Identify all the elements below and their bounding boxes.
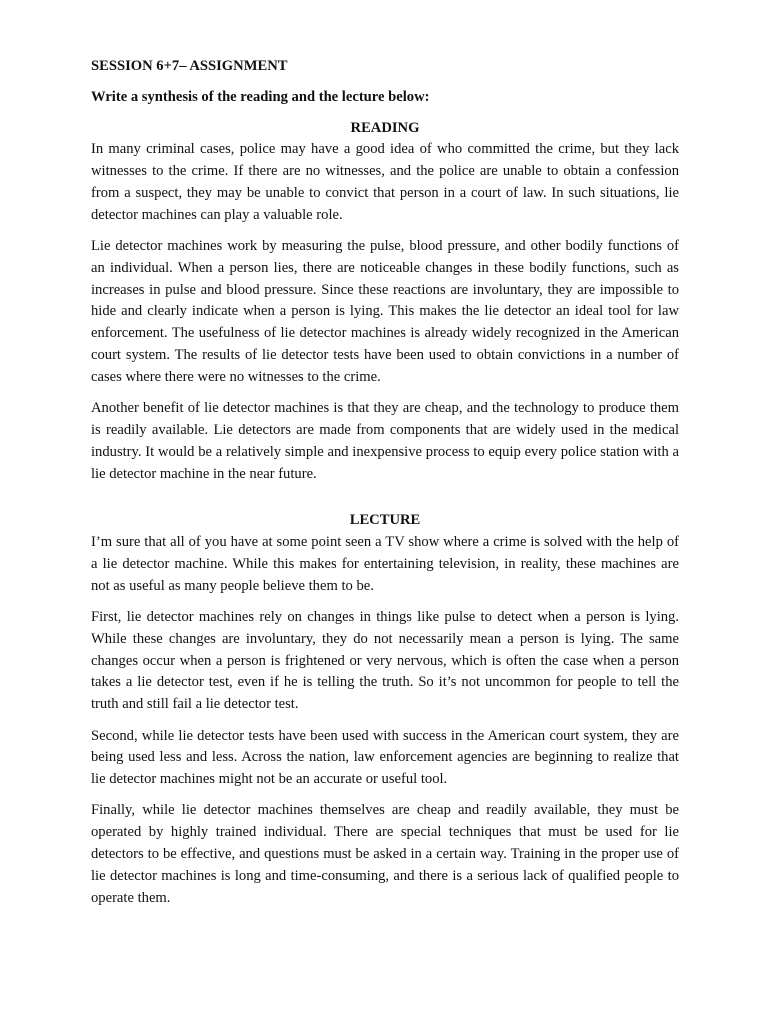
reading-paragraph-3: Another benefit of lie detector machines is that they are cheap, and the technology to produce them is readily available. Lie detectors are made from components that are widely used in the medical industry. It would be a relatively simple and inexpensive process to equip every police station with a lie detector machine in the near future. bbox=[91, 400, 679, 482]
document-page bbox=[91, 56, 679, 919]
assignment-header: SESSION 6+7– ASSIGNMENT bbox=[91, 58, 288, 74]
reading-paragraph-2: Lie detector machines work by measuring the pulse, blood pressure, and other bodily functions of an individual. When a person lies, there are noticeable changes in these bodily functions, such as increases in pulse and blood pressure. Since these reactions are involuntary, they are impossible to hide and clearly indicate when a person is lying. This makes the lie detector an ideal tool for law enforcement. The usefulness of lie detector machines is already widely recognized in the American court system. The results of lie detector tests have been used to obtain convictions in a number of cases where there were no witnesses to the crime. bbox=[91, 238, 679, 385]
lecture-title: LECTURE bbox=[349, 512, 421, 529]
lecture-paragraph-1: I’m sure that all of you have at some point seen a TV show where a crime is solved with the help of a lie detector machine. While this makes for entertaining television, in reality, these machines are not as useful as many people believe them to be. bbox=[91, 534, 679, 594]
reading-paragraph-1: In many criminal cases, police may have a good idea of who committed the crime, but they lack witnesses to the crime. If there are no witnesses, and the police are unable to obtain a confession from a suspect, they may be unable to convict that person in a court of law. In such situations, lie detector machines can play a valuable role. bbox=[91, 141, 679, 223]
lecture-paragraph-2: First, lie detector machines rely on changes in things like pulse to detect when a person is lying. While these changes are involuntary, they do not necessarily mean a person is lying. The same changes occur when a person is frightened or very nervous, which is often the case when a person takes a lie detector test, even if he is telling the truth. So it’s not uncommon for people to tell the truth and still fail a lie detector test. bbox=[91, 609, 679, 713]
assignment-instruction: Write a synthesis of the reading and the lecture below: bbox=[91, 88, 430, 105]
reading-title: READING bbox=[350, 119, 420, 136]
lecture-paragraph-3: Second, while lie detector tests have been used with success in the American court system, they are being used less and less. Across the nation, law enforcement agencies are beginning to realize that lie detector machines might not be an accurate or useful tool. bbox=[91, 727, 679, 788]
lecture-paragraph-4: Finally, while lie detector machines themselves are cheap and readily available, they must be operated by highly trained individual. There are special techniques that must be used for lie detectors to be effective, and questions must be asked in a certain way. Training in the proper use of lie detector machines is long and time-consuming, and there is a serious lack of qualified people to operate them. bbox=[91, 802, 679, 906]
